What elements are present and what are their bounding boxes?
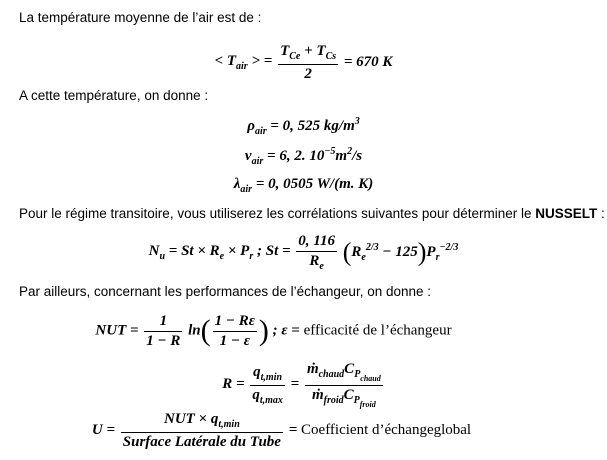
equation-nu-air: $\nu_{air} = 6$, 2. $10^{-5}m^2/s$ — [244, 146, 363, 167]
equation-t-air: < $T_{air}$ > = $\frac{T_{Ce} + T_{Cs}}{2}$ = 670 K — [214, 43, 393, 82]
equation-r: R = $\frac{q_{t,min}}{q_{t,max}}$ = $\frac{ṁ_{chaud}C_{P_{chaud}}}{ṁ_{froid}C_{P_{froid}}}$ — [222, 361, 381, 409]
equation-nusselt: $N_u = St \times R_e \times P_r$ ; St = $\frac{0, 116}{R_e}$ $(R_e^{2/3} - 125)P_r^{-2/3}$ — [148, 233, 459, 272]
nusselt-keyword: NUSSELT — [535, 206, 598, 221]
equation-lambda-air: $\lambda_{air} = 0$, 0505 W/(m. K) — [233, 176, 374, 195]
performance-text: Par ailleurs, concernant les performances de l’échangeur, on donne : — [19, 284, 432, 299]
intro-text: La température moyenne de l’air est de : — [19, 10, 262, 25]
transient-text: Pour le régime transitoire, vous utiliserez les corrélations suivantes pour déterminer le NUSSELT : — [19, 206, 605, 221]
equation-nut: NUT = $\frac{1}{1 - R}$ ln( $\frac{1 - R\varepsilon}{1 - \varepsilon}$ ) ; ε = efficacité de l’échangeur — [95, 313, 452, 349]
equation-rho-air: $\rho_{air} = 0$, 525 $kg/m^3$ — [247, 116, 360, 137]
equation-u: U = $\frac{NUT \times q_{t,min}}{\text{Surface Latérale du Tube}}$ = Coefficient d’échangeglobal — [91, 411, 472, 450]
at-temperature-text: A cette température, on donne : — [19, 88, 209, 103]
